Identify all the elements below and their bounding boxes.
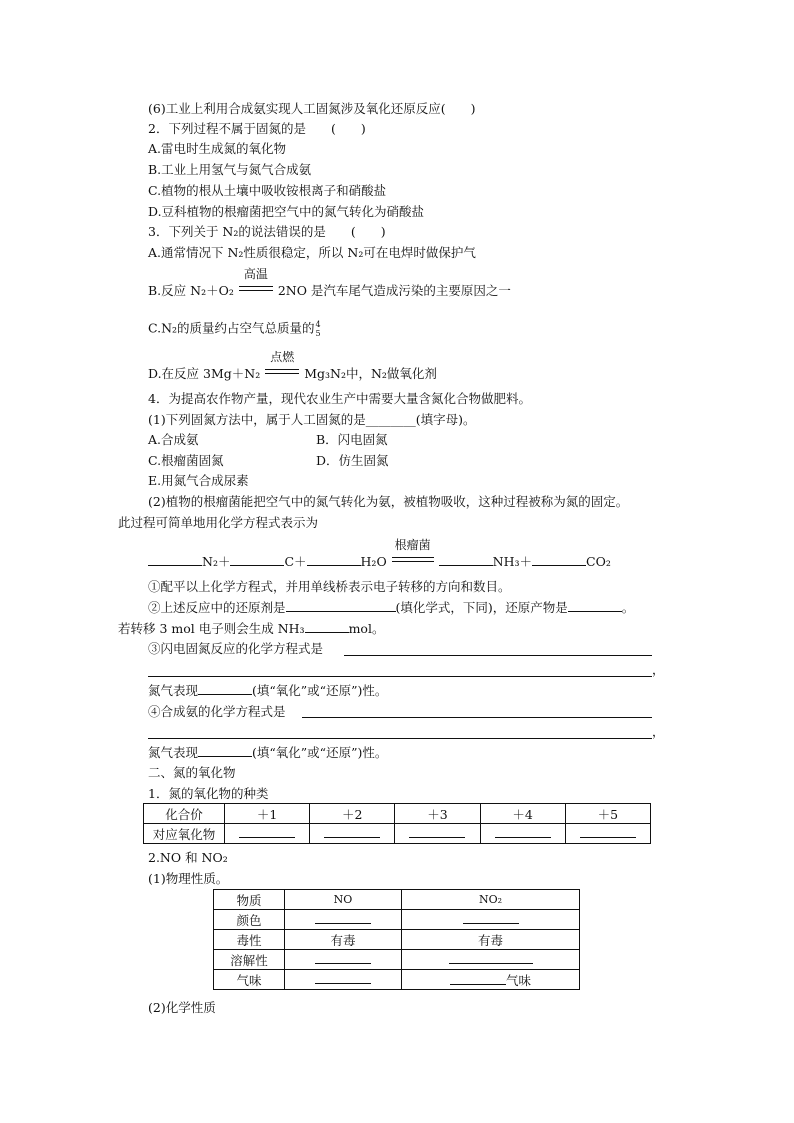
oxide-blank[interactable]: [409, 826, 465, 838]
answer-cell: [402, 950, 580, 970]
behavior-hint: (填“氧化”或“还原”)性。: [252, 745, 388, 760]
table-row: [214, 970, 580, 990]
fraction-denominator: 5: [315, 329, 321, 338]
q3-b-reactants: B.反应 N₂＋O₂: [148, 283, 234, 298]
comma: ，: [652, 662, 665, 677]
table-header-cell: NO₂: [402, 890, 580, 910]
valence-cell: ＋2: [310, 804, 395, 824]
answer-cell: [285, 950, 402, 970]
table-header-cell: 物质: [214, 890, 285, 910]
oxide-blank[interactable]: [495, 826, 551, 838]
q4-part-2-line1: (2)植物的根瘤菌能把空气中的氮气转化为氨，被植物吸收，这种过程被称为氮的固定。: [148, 494, 629, 509]
condition-label: 根瘤菌: [394, 538, 431, 552]
reaction-condition-rhizobium: [391, 538, 435, 566]
q4-sub-4: ④合成氨的化学方程式是: [148, 704, 286, 719]
valence-cell: ＋3: [395, 804, 480, 824]
fixation-equation: [148, 538, 611, 570]
fraction-numerator: 4: [315, 320, 321, 329]
behavior-label: 氮气表现: [148, 683, 199, 698]
answer-blank[interactable]: [315, 972, 371, 984]
property-label: 溶解性: [214, 950, 285, 970]
comma: ，: [652, 724, 665, 739]
value-cell: 有毒: [402, 930, 580, 950]
answer-cell: [225, 824, 310, 844]
table-row: [214, 910, 580, 930]
smell-suffix: 气味: [505, 972, 531, 988]
table-header-cell: 对应氧化物: [144, 824, 225, 844]
table-row: [214, 890, 580, 910]
coefficient-blank[interactable]: [439, 554, 493, 566]
subsection-oxide-types: 1．氮的氧化物的种类: [148, 786, 269, 801]
nh3-mol-blank[interactable]: [305, 621, 349, 633]
q4-sub-3: ③闪电固氮反应的化学方程式是: [148, 641, 324, 656]
q3-option-c: [148, 320, 321, 338]
q3-d-reactants: D.在反应 3Mg＋N₂: [148, 366, 261, 381]
answer-cell: [285, 910, 402, 930]
property-label: 毒性: [214, 930, 285, 950]
behavior-hint: (填“氧化”或“还原”)性。: [252, 683, 388, 698]
condition-label: 点燃: [270, 350, 295, 364]
coefficient-blank[interactable]: [230, 554, 284, 566]
valence-cell: ＋5: [565, 804, 650, 824]
section-title: 二、氮的氧化物: [148, 765, 236, 780]
subsection-no-no2: 2.NO 和 NO₂: [148, 850, 228, 865]
q3-d-products: Mg₃N₂中，N₂做氧化剂: [304, 366, 437, 381]
coefficient-blank[interactable]: [532, 554, 586, 566]
reaction-condition-high-temp: [238, 267, 274, 295]
chemical-properties-title: (2)化学性质: [148, 1000, 216, 1015]
oxide-blank[interactable]: [239, 826, 295, 838]
q4-option-c: C.根瘤菌固氮: [148, 453, 224, 468]
answer-blank[interactable]: [315, 952, 371, 964]
q4-part-1: (1)下列固氮方法中，属于人工固氮的是________(填字母)。: [148, 412, 476, 427]
answer-blank[interactable]: [315, 912, 371, 924]
q3-stem: 3．下列关于 N₂的说法错误的是 ( ): [148, 224, 386, 239]
oxide-valence-table: [143, 803, 651, 844]
coefficient-blank[interactable]: [307, 554, 361, 566]
electron-transfer-label: 若转移 3 mol 电子则会生成 NH₃: [118, 621, 305, 636]
answer-blank[interactable]: [463, 912, 519, 924]
q4-option-a: A.合成氨: [148, 432, 199, 447]
q4-part-2-line2: 此过程可简单地用化学方程式表示为: [118, 515, 319, 530]
answer-line[interactable]: [302, 717, 652, 718]
nitrogen-behavior-2: [148, 745, 387, 761]
behavior-blank[interactable]: [198, 683, 252, 695]
eq-h2o: H₂O: [360, 554, 387, 569]
table-header-cell: 化合价: [144, 804, 225, 824]
equals-sign: [265, 369, 299, 374]
nitrogen-behavior-1: [148, 683, 387, 699]
reducing-agent-label: ②上述反应中的还原剂是: [148, 600, 286, 615]
property-label: 颜色: [214, 910, 285, 930]
q3-option-d: [148, 350, 437, 382]
equals-sign: [392, 557, 434, 562]
period: 。: [621, 600, 635, 615]
q2-stem: 2．下列过程不属于固氮的是 ( ): [148, 121, 366, 136]
q4-option-b: B．闪电固氮: [316, 432, 388, 447]
reduction-product-blank[interactable]: [568, 600, 622, 612]
oxide-blank[interactable]: [324, 826, 380, 838]
reducing-agent-blank[interactable]: [286, 600, 396, 612]
q2-option-c: C.植物的根从土壤中吸收铵根离子和硝酸盐: [148, 183, 387, 198]
answer-cell: [480, 824, 565, 844]
eq-co2: CO₂: [586, 554, 611, 569]
answer-line[interactable]: [148, 676, 652, 677]
value-cell: 有毒: [285, 930, 402, 950]
table-header-cell: NO: [285, 890, 402, 910]
eq-c: C＋: [284, 554, 307, 569]
answer-cell: [285, 970, 402, 990]
oxide-blank[interactable]: [580, 826, 636, 838]
q4-sub-1: ①配平以上化学方程式，并用单线桥表示电子转移的方向和数目。: [148, 579, 511, 594]
q3-option-b: [148, 267, 511, 299]
q3-c-text: C.N₂的质量约占空气总质量的: [148, 320, 315, 336]
q4-option-e: E.用氮气合成尿素: [148, 473, 249, 488]
answer-blank[interactable]: [450, 973, 506, 985]
answer-cell: [402, 910, 580, 930]
q4-sub-2: [148, 600, 634, 616]
table-row: [144, 824, 651, 844]
reduction-product-label: (填化学式，下同)，还原产物是: [395, 600, 568, 615]
q4-sub-2-cont: [118, 621, 384, 637]
table-row: [214, 950, 580, 970]
q2-option-d: D.豆科植物的根瘤菌把空气中的氮气转化为硝酸盐: [148, 204, 425, 219]
table-row: [214, 930, 580, 950]
reaction-condition-ignite: [264, 350, 300, 378]
answer-cell: [310, 824, 395, 844]
q4-stem: 4．为提高农作物产量，现代农业生产中需要大量含氮化合物做肥料。: [148, 391, 531, 406]
q4-option-d: D．仿生固氮: [316, 453, 389, 468]
answer-cell: [395, 824, 480, 844]
q1-item-6: (6)工业上利用合成氨实现人工固氮涉及氧化还原反应( ): [148, 101, 476, 116]
q2-option-a: A.雷电时生成氮的氧化物: [148, 141, 287, 156]
coefficient-blank[interactable]: [148, 554, 202, 566]
answer-line[interactable]: [344, 655, 652, 656]
condition-label: 高温: [243, 267, 268, 281]
behavior-blank[interactable]: [198, 745, 252, 757]
q3-option-a: A.通常情况下 N₂性质很稳定，所以 N₂可在电焊时做保护气: [148, 245, 476, 260]
answer-line[interactable]: [148, 738, 652, 739]
valence-cell: ＋4: [480, 804, 565, 824]
equals-sign: [239, 286, 273, 291]
table-row: [144, 804, 651, 824]
mol-unit: mol。: [348, 621, 385, 636]
answer-blank[interactable]: [449, 952, 533, 964]
property-label: 气味: [214, 970, 285, 990]
answer-cell: [565, 824, 650, 844]
physical-properties-title: (1)物理性质。: [148, 871, 229, 886]
behavior-label: 氮气表现: [148, 745, 199, 760]
valence-cell: ＋1: [225, 804, 310, 824]
eq-n2: N₂＋: [202, 554, 231, 569]
q2-option-b: B.工业上用氢气与氮气合成氨: [148, 162, 312, 177]
physical-properties-table: [213, 889, 580, 990]
q3-b-products: 2NO 是汽车尾气造成污染的主要原因之一: [277, 283, 511, 298]
fraction-four-fifths: [316, 320, 321, 338]
eq-nh3: NH₃＋: [492, 554, 533, 569]
answer-cell: [402, 970, 580, 990]
